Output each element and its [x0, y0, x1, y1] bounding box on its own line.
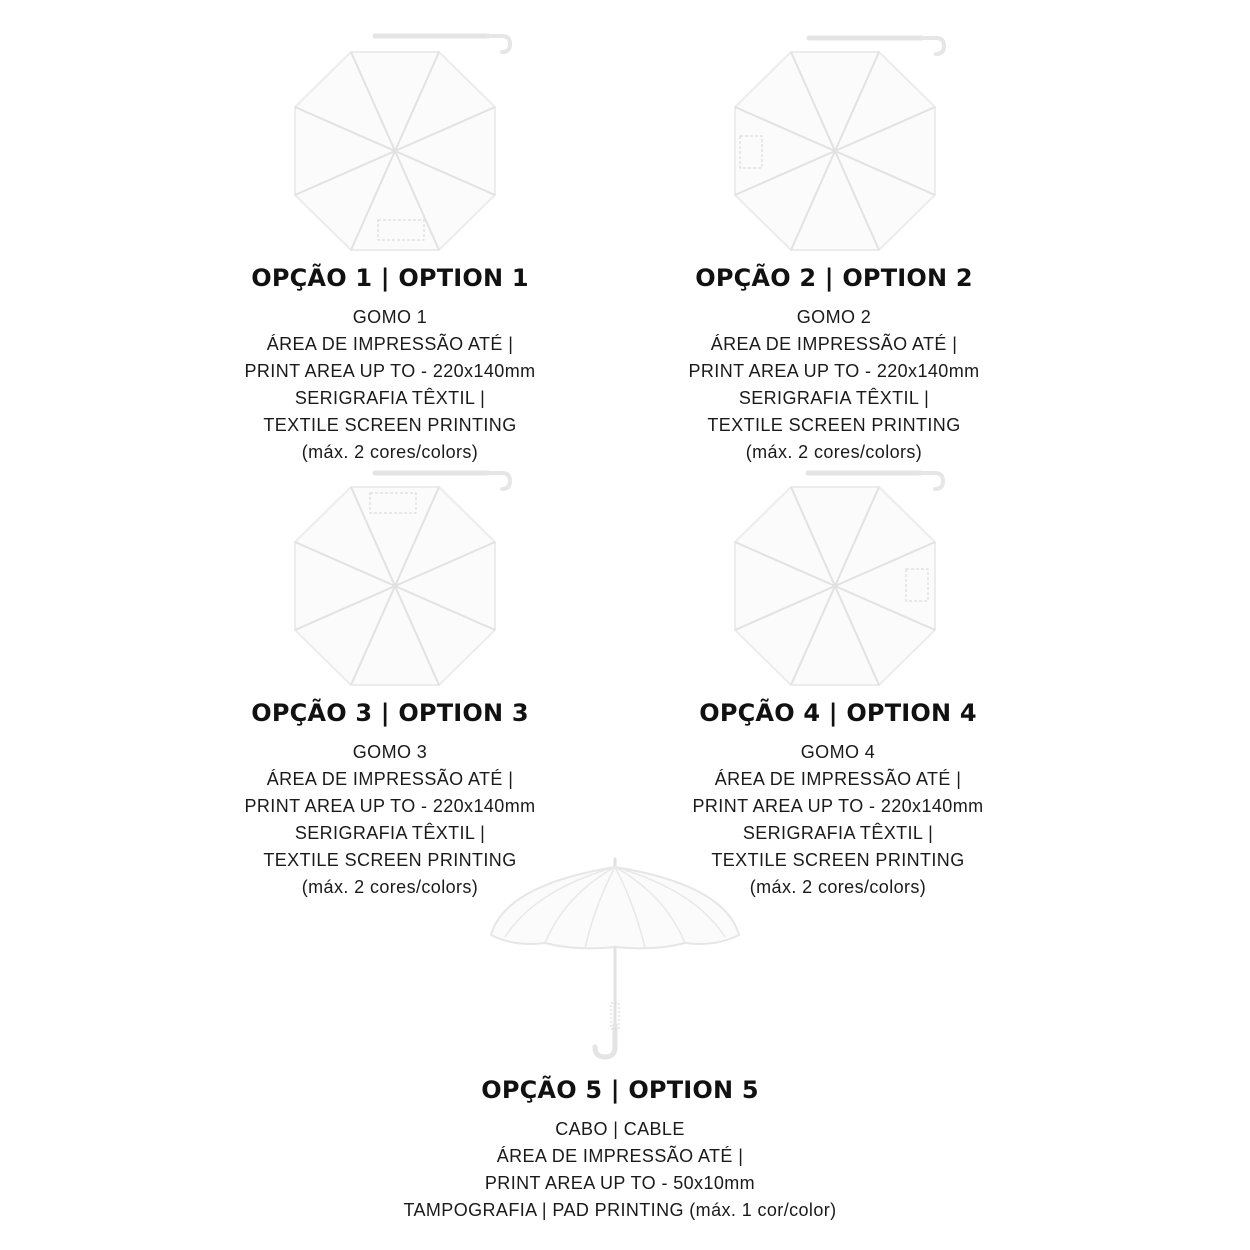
option-line: GOMO 3	[352, 742, 428, 762]
option-line: (máx. 2 cores/colors)	[301, 442, 479, 462]
option-line: TAMPOGRAFIA | PAD PRINTING (máx. 1 cor/color)	[403, 1200, 837, 1220]
option-title: OPÇÃO 4 | OPTION 4	[699, 699, 977, 727]
option-line: ÁREA DE IMPRESSÃO ATÉ |	[496, 1146, 744, 1166]
option-line: PRINT AREA UP TO - 220x140mm	[244, 361, 536, 381]
option-description	[190, 304, 590, 466]
option-line: TEXTILE SCREEN PRINTING	[711, 850, 965, 870]
option-line: PRINT AREA UP TO - 50x10mm	[484, 1173, 756, 1193]
option-line: ÁREA DE IMPRESSÃO ATÉ |	[266, 769, 514, 789]
option-line: GOMO 4	[800, 742, 876, 762]
option-line: SERIGRAFIA TÊXTIL |	[294, 823, 486, 843]
option-line: TEXTILE SCREEN PRINTING	[707, 415, 961, 435]
option-1	[190, 0, 590, 470]
option-line: (máx. 2 cores/colors)	[749, 877, 927, 897]
umbrella-top-view-icon	[290, 46, 500, 256]
option-title: OPÇÃO 3 | OPTION 3	[251, 699, 529, 727]
option-description	[634, 304, 1034, 466]
option-line: ÁREA DE IMPRESSÃO ATÉ |	[266, 334, 514, 354]
option-line: (máx. 2 cores/colors)	[301, 877, 479, 897]
option-5	[345, 850, 895, 1235]
option-title: OPÇÃO 5 | OPTION 5	[481, 1076, 759, 1104]
option-line: CABO | CABLE	[555, 1119, 685, 1139]
option-line: GOMO 1	[352, 307, 428, 327]
option-line: PRINT AREA UP TO - 220x140mm	[244, 796, 536, 816]
option-description	[345, 1116, 895, 1224]
option-line: (máx. 2 cores/colors)	[745, 442, 923, 462]
option-line: TEXTILE SCREEN PRINTING	[263, 415, 517, 435]
option-line: ÁREA DE IMPRESSÃO ATÉ |	[710, 334, 958, 354]
option-line: TEXTILE SCREEN PRINTING	[263, 850, 517, 870]
option-line: SERIGRAFIA TÊXTIL |	[738, 388, 930, 408]
option-line: PRINT AREA UP TO - 220x140mm	[692, 796, 984, 816]
option-title: OPÇÃO 1 | OPTION 1	[251, 264, 529, 292]
option-2	[634, 0, 1034, 470]
option-line: SERIGRAFIA TÊXTIL |	[742, 823, 934, 843]
option-line: ÁREA DE IMPRESSÃO ATÉ |	[714, 769, 962, 789]
open-umbrella-side-view-icon	[485, 855, 745, 1065]
umbrella-top-view-icon	[730, 481, 940, 691]
umbrella-top-view-icon	[290, 481, 500, 691]
option-3	[190, 465, 590, 905]
option-line: PRINT AREA UP TO - 220x140mm	[688, 361, 980, 381]
option-line: SERIGRAFIA TÊXTIL |	[294, 388, 486, 408]
umbrella-top-view-icon	[730, 46, 940, 256]
option-line: GOMO 2	[796, 307, 872, 327]
option-4	[638, 465, 1038, 905]
option-title: OPÇÃO 2 | OPTION 2	[695, 264, 973, 292]
